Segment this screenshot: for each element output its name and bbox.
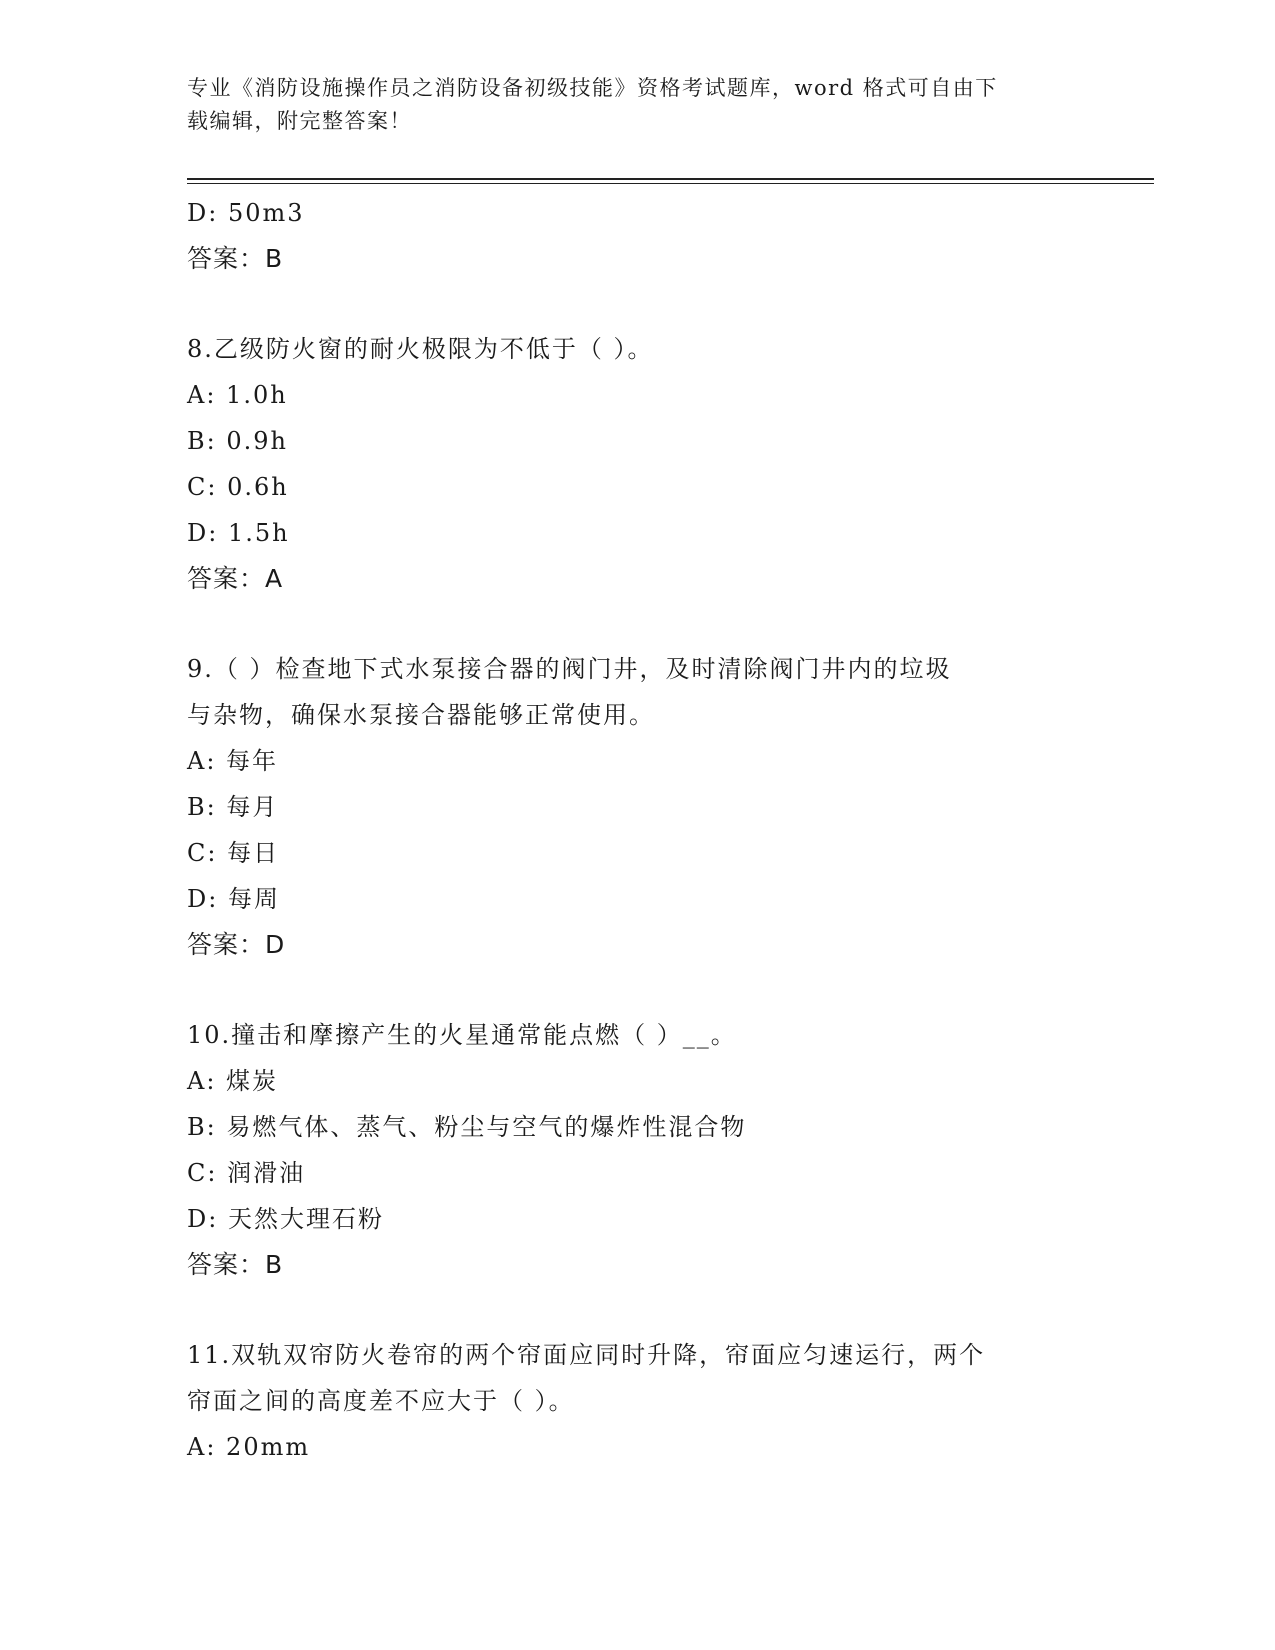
question-list: [187, 190, 1087, 1470]
previous-question-tail: [187, 190, 1087, 282]
header-line-1: 专业《消防设施操作员之消防设备初级技能》资格考试题库，word 格式可自由下: [187, 76, 998, 100]
option-d: D: 50m3: [187, 199, 305, 227]
option-b: B: 易燃气体、蒸气、粉尘与空气的爆炸性混合物: [187, 1113, 747, 1141]
option-a: A: 每年: [187, 747, 279, 775]
question-9: [187, 646, 1087, 968]
question-11: [187, 1332, 1087, 1470]
option-d: D: 每周: [187, 885, 280, 913]
option-a: A: 20mm: [187, 1433, 311, 1461]
option-a: A: 煤炭: [187, 1067, 279, 1095]
question-text: 8.乙级防火窗的耐火极限为不低于（ ）。: [187, 335, 654, 363]
option-d: D: 天然大理石粉: [187, 1205, 384, 1233]
header-rule-thick: [187, 178, 1154, 180]
question-text-line-1: 11.双轨双帘防火卷帘的两个帘面应同时升降，帘面应匀速运行，两个: [187, 1341, 986, 1369]
answer-line: 答案：A: [187, 564, 284, 593]
question-text-line-2: 与杂物，确保水泵接合器能够正常使用。: [187, 701, 655, 729]
question-10: [187, 1012, 1087, 1288]
option-c: C: 润滑油: [187, 1159, 306, 1187]
question-text-line-2: 帘面之间的高度差不应大于（ ）。: [187, 1387, 575, 1415]
document-header: [187, 72, 1067, 138]
option-a: A: 1.0h: [187, 381, 288, 409]
option-c: C: 0.6h: [187, 473, 289, 501]
question-text: 10.撞击和摩擦产生的火星通常能点燃（ ）__。: [187, 1021, 737, 1049]
question-8: [187, 326, 1087, 602]
header-line-2: 载编辑，附完整答案！: [187, 109, 412, 133]
answer-line: 答案：D: [187, 930, 286, 959]
answer-line: 答案：B: [187, 1250, 284, 1279]
question-text-line-1: 9.（ ）检查地下式水泵接合器的阀门井，及时清除阀门井内的垃圾: [187, 655, 952, 683]
answer-line: 答案：B: [187, 244, 284, 273]
option-b: B: 0.9h: [187, 427, 288, 455]
option-b: B: 每月: [187, 793, 279, 821]
option-d: D: 1.5h: [187, 519, 290, 547]
option-c: C: 每日: [187, 839, 280, 867]
header-rule-thin: [187, 183, 1154, 184]
